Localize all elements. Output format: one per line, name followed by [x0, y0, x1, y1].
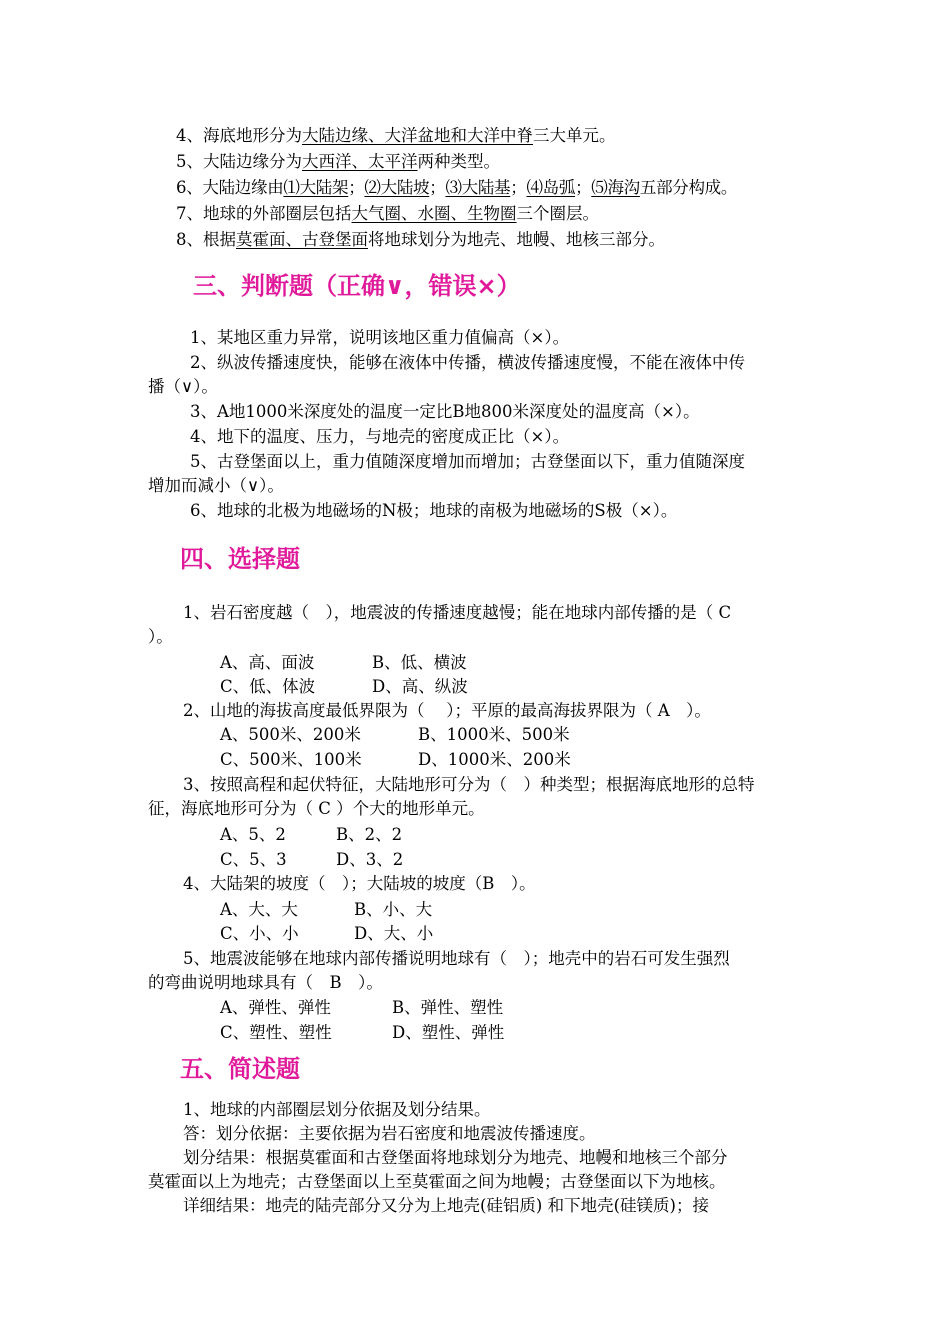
choice-q2-option-b: B、1000米、500米: [418, 725, 570, 744]
judge-q5-line1: 5、古登堡面以上，重力值随深度增加而增加；古登堡面以下，重力值随深度: [190, 452, 745, 471]
choice-q4: 4、大陆架的坡度（ ）；大陆坡的坡度（B ）。: [183, 874, 536, 893]
choice-q3-option-b: B、2、2: [336, 825, 403, 844]
fill-item-8: 8、根据莫霍面、古登堡面将地球划分为地壳、地幔、地核三部分。: [176, 230, 665, 249]
choice-q3-line2: 征，海底地形可分为（ C ）个大的地形单元。: [148, 799, 485, 818]
section-4-heading: 四、选择题: [180, 545, 300, 573]
choice-q4-option-a: A、大、大: [220, 900, 298, 919]
judge-q3: 3、A地1000米深度处的温度一定比B地800米深度处的温度高（×）。: [190, 402, 700, 421]
choice-q3-option-a: A、5、2: [220, 825, 286, 844]
choice-q3-option-d: D、3、2: [336, 850, 404, 869]
judge-q4: 4、地下的温度、压力，与地壳的密度成正比（×）。: [190, 427, 570, 446]
choice-q4-option-c: C、小、小: [220, 924, 299, 943]
choice-q1-option-d: D、高、纵波: [372, 677, 468, 696]
choice-q2-option-d: D、1000米、200米: [418, 750, 571, 769]
judge-q6: 6、地球的北极为地磁场的N极；地球的南极为地磁场的S极（×）。: [190, 501, 678, 520]
choice-q5-line1: 5、地震波能够在地球内部传播说明地球有（ ）；地壳中的岩石可发生强烈: [183, 949, 730, 968]
choice-q5-option-a: A、弹性、弹性: [220, 998, 331, 1017]
choice-q5-option-d: D、塑性、弹性: [392, 1023, 505, 1042]
essay-answer-result-line2: 莫霍面以上为地壳；古登堡面以上至莫霍面之间为地幔；古登堡面以下为地核。: [148, 1172, 726, 1191]
choice-q3-line1: 3、按照高程和起伏特征，大陆地形可分为（ ）种类型；根据海底地形的总特: [183, 775, 755, 794]
fill-item-6: 6、大陆边缘由⑴大陆架；⑵大陆坡；⑶大陆基；⑷岛弧；⑸海沟五部分构成。: [176, 178, 738, 197]
judge-q2-line1: 2、纵波传播速度快，能够在液体中传播，横波传播速度慢，不能在液体中传: [190, 353, 745, 372]
judge-q1: 1、某地区重力异常，说明该地区重力值偏高（×）。: [190, 328, 570, 347]
essay-answer-detail: 详细结果：地壳的陆壳部分又分为上地壳(硅铝质) 和下地壳(硅镁质)；接: [183, 1196, 709, 1215]
fill-item-5: 5、大陆边缘分为大西洋、太平洋两种类型。: [176, 152, 500, 171]
fill-item-4: 4、海底地形分为大陆边缘、大洋盆地和大洋中脊三大单元。: [176, 126, 616, 145]
choice-q1-line2: ）。: [148, 627, 173, 646]
essay-answer-basis: 答：划分依据：主要依据为岩石密度和地震波传播速度。: [183, 1124, 596, 1143]
section-3-heading: 三、判断题（正确∨，错误×）: [193, 272, 521, 300]
judge-q5-line2: 增加而减小（∨）。: [148, 476, 284, 495]
choice-q4-option-d: D、大、小: [354, 924, 434, 943]
choice-q2-option-c: C、500米、100米: [220, 750, 362, 769]
essay-answer-result-line1: 划分结果：根据莫霍面和古登堡面将地球划分为地壳、地幔和地核三个部分: [183, 1148, 728, 1167]
fill-item-7: 7、地球的外部圈层包括大气圈、水圈、生物圈三个圈层。: [176, 204, 599, 223]
section-5-heading: 五、简述题: [180, 1055, 300, 1083]
choice-q2: 2、山地的海拔高度最低界限为（ ）；平原的最高海拔界限为（ A ）。: [183, 701, 711, 720]
choice-q1-line1: 1、岩石密度越（ ），地震波的传播速度越慢；能在地球内部传播的是（ C: [183, 603, 732, 622]
choice-q1-option-b: B、低、横波: [372, 653, 467, 672]
choice-q3-option-c: C、5、3: [220, 850, 287, 869]
choice-q1-option-c: C、低、体波: [220, 677, 316, 696]
choice-q5-option-b: B、弹性、塑性: [392, 998, 504, 1017]
choice-q5-option-c: C、塑性、塑性: [220, 1023, 332, 1042]
choice-q2-option-a: A、500米、200米: [220, 725, 361, 744]
choice-q4-option-b: B、小、大: [354, 900, 433, 919]
judge-q2-line2: 播（∨）。: [148, 377, 218, 396]
essay-q1: 1、地球的内部圈层划分依据及划分结果。: [183, 1100, 491, 1119]
choice-q5-line2: 的弯曲说明地球具有（ B ）。: [148, 973, 383, 992]
choice-q1-option-a: A、高、面波: [220, 653, 315, 672]
